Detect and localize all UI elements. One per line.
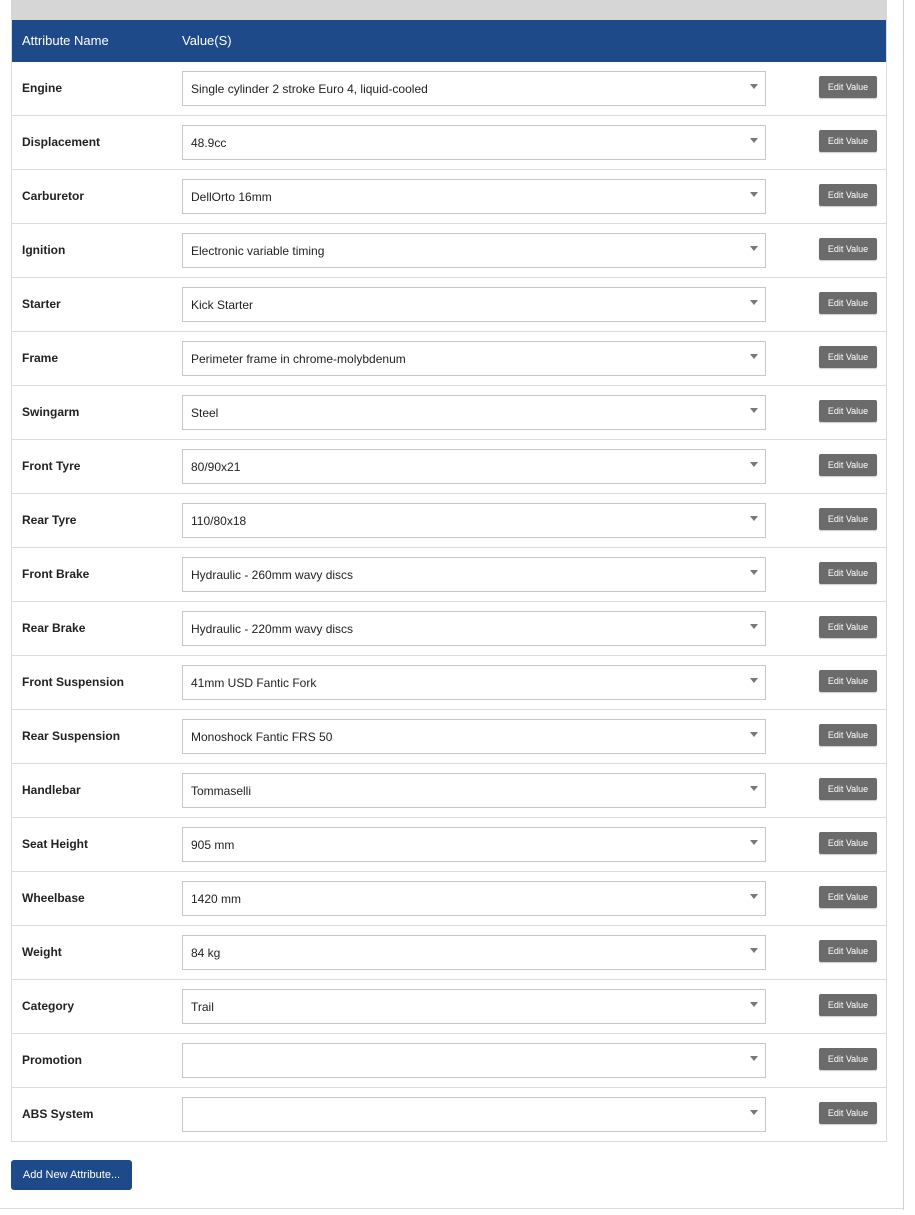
attribute-name: Promotion <box>22 1053 82 1067</box>
attribute-name: Wheelbase <box>22 891 85 905</box>
edit-value-button[interactable]: Edit Value <box>819 76 877 98</box>
table-row <box>12 224 886 278</box>
chevron-down-icon <box>750 354 758 359</box>
header-attribute-name: Attribute Name <box>22 33 109 48</box>
value-select-text: 905 mm <box>191 838 235 852</box>
value-select[interactable] <box>182 773 766 808</box>
value-select[interactable] <box>182 179 766 214</box>
chevron-down-icon <box>750 462 758 467</box>
chevron-down-icon <box>750 246 758 251</box>
value-select[interactable] <box>182 449 766 484</box>
edit-value-button[interactable]: Edit Value <box>819 1048 877 1070</box>
value-select[interactable] <box>182 1097 766 1132</box>
value-select-text: Steel <box>191 406 219 420</box>
value-select[interactable] <box>182 341 766 376</box>
attribute-name: Category <box>22 999 75 1013</box>
attribute-name: Front Suspension <box>22 675 124 689</box>
edit-value-button[interactable]: Edit Value <box>819 508 877 530</box>
attribute-name: Handlebar <box>22 783 81 797</box>
value-select-text: DellOrto 16mm <box>191 190 272 204</box>
attributes-table <box>11 20 887 1142</box>
edit-value-button[interactable]: Edit Value <box>819 130 877 152</box>
value-select[interactable] <box>182 665 766 700</box>
attribute-name: Ignition <box>22 243 66 257</box>
attribute-name: Front Tyre <box>22 459 81 473</box>
chevron-down-icon <box>750 192 758 197</box>
value-select[interactable] <box>182 287 766 322</box>
table-row <box>12 872 886 926</box>
edit-value-button[interactable]: Edit Value <box>819 994 877 1016</box>
value-select[interactable] <box>182 827 766 862</box>
edit-value-button[interactable]: Edit Value <box>819 562 877 584</box>
chevron-down-icon <box>750 84 758 89</box>
edit-value-button[interactable]: Edit Value <box>819 724 877 746</box>
bottom-border <box>0 1208 903 1209</box>
value-select-text: Hydraulic - 260mm wavy discs <box>191 568 354 582</box>
value-select-text: 41mm USD Fantic Fork <box>191 676 317 690</box>
table-row <box>12 548 886 602</box>
chevron-down-icon <box>750 894 758 899</box>
chevron-down-icon <box>750 1110 758 1115</box>
attribute-name: Frame <box>22 351 59 365</box>
table-header <box>12 20 886 62</box>
table-row <box>12 332 886 386</box>
attribute-name: Starter <box>22 297 61 311</box>
table-row <box>12 764 886 818</box>
chevron-down-icon <box>750 786 758 791</box>
attribute-name: Weight <box>22 945 62 959</box>
table-row <box>12 116 886 170</box>
value-select-text: 80/90x21 <box>191 460 241 474</box>
value-select-text: 48.9cc <box>191 136 227 150</box>
value-select-text: Electronic variable timing <box>191 244 325 258</box>
edit-value-button[interactable]: Edit Value <box>819 238 877 260</box>
value-select[interactable] <box>182 71 766 106</box>
edit-value-button[interactable]: Edit Value <box>819 940 877 962</box>
value-select[interactable] <box>182 1043 766 1078</box>
edit-value-button[interactable]: Edit Value <box>819 616 877 638</box>
table-row <box>12 926 886 980</box>
table-row <box>12 278 886 332</box>
value-select-text: Tommaselli <box>191 784 252 798</box>
chevron-down-icon <box>750 840 758 845</box>
table-row <box>12 1034 886 1088</box>
chevron-down-icon <box>750 948 758 953</box>
table-row <box>12 710 886 764</box>
right-border <box>903 0 904 1210</box>
table-row <box>12 386 886 440</box>
attribute-name: Rear Tyre <box>22 513 77 527</box>
attribute-name: Rear Brake <box>22 621 86 635</box>
chevron-down-icon <box>750 138 758 143</box>
value-select-text: 1420 mm <box>191 892 242 906</box>
value-select[interactable] <box>182 989 766 1024</box>
value-select-text: Trail <box>191 1000 214 1014</box>
edit-value-button[interactable]: Edit Value <box>819 292 877 314</box>
attribute-name: Swingarm <box>22 405 80 419</box>
add-new-attribute-button[interactable]: Add New Attribute... <box>11 1160 132 1190</box>
attribute-name: Displacement <box>22 135 101 149</box>
chevron-down-icon <box>750 624 758 629</box>
edit-value-button[interactable]: Edit Value <box>819 184 877 206</box>
value-select[interactable] <box>182 881 766 916</box>
value-select[interactable] <box>182 611 766 646</box>
value-select[interactable] <box>182 503 766 538</box>
header-values: Value(S) <box>182 33 232 48</box>
table-row <box>12 818 886 872</box>
attribute-name: Carburetor <box>22 189 85 203</box>
edit-value-button[interactable]: Edit Value <box>819 886 877 908</box>
chevron-down-icon <box>750 570 758 575</box>
table-row <box>12 656 886 710</box>
value-select[interactable] <box>182 557 766 592</box>
edit-value-button[interactable]: Edit Value <box>819 454 877 476</box>
table-row <box>12 980 886 1034</box>
edit-value-button[interactable]: Edit Value <box>819 346 877 368</box>
table-row <box>12 170 886 224</box>
edit-value-button[interactable]: Edit Value <box>819 670 877 692</box>
value-select-text: Kick Starter <box>191 298 254 312</box>
table-row <box>12 494 886 548</box>
value-select-text: 110/80x18 <box>191 514 247 528</box>
value-select-text: Monoshock Fantic FRS 50 <box>191 730 333 744</box>
edit-value-button[interactable]: Edit Value <box>819 400 877 422</box>
chevron-down-icon <box>750 732 758 737</box>
table-row <box>12 1088 886 1142</box>
table-row <box>12 602 886 656</box>
value-select-text: Hydraulic - 220mm wavy discs <box>191 622 354 636</box>
chevron-down-icon <box>750 516 758 521</box>
attribute-name: Seat Height <box>22 837 89 851</box>
value-select[interactable] <box>182 719 766 754</box>
value-select[interactable] <box>182 935 766 970</box>
table-row <box>12 440 886 494</box>
attribute-name: Rear Suspension <box>22 729 121 743</box>
attribute-name: Engine <box>22 81 63 95</box>
edit-value-button[interactable]: Edit Value <box>819 1102 877 1124</box>
table-body <box>12 62 886 1142</box>
value-select-text: 84 kg <box>191 946 221 960</box>
chevron-down-icon <box>750 1056 758 1061</box>
attribute-name: ABS System <box>22 1107 94 1121</box>
value-select-text: Perimeter frame in chrome-molybdenum <box>191 352 406 366</box>
attribute-name: Front Brake <box>22 567 90 581</box>
top-bar <box>11 0 887 20</box>
edit-value-button[interactable]: Edit Value <box>819 778 877 800</box>
value-select[interactable] <box>182 125 766 160</box>
value-select[interactable] <box>182 233 766 268</box>
table-row <box>12 62 886 116</box>
chevron-down-icon <box>750 300 758 305</box>
chevron-down-icon <box>750 1002 758 1007</box>
chevron-down-icon <box>750 678 758 683</box>
value-select[interactable] <box>182 395 766 430</box>
chevron-down-icon <box>750 408 758 413</box>
edit-value-button[interactable]: Edit Value <box>819 832 877 854</box>
value-select-text: Single cylinder 2 stroke Euro 4, liquid-cooled <box>191 82 428 96</box>
